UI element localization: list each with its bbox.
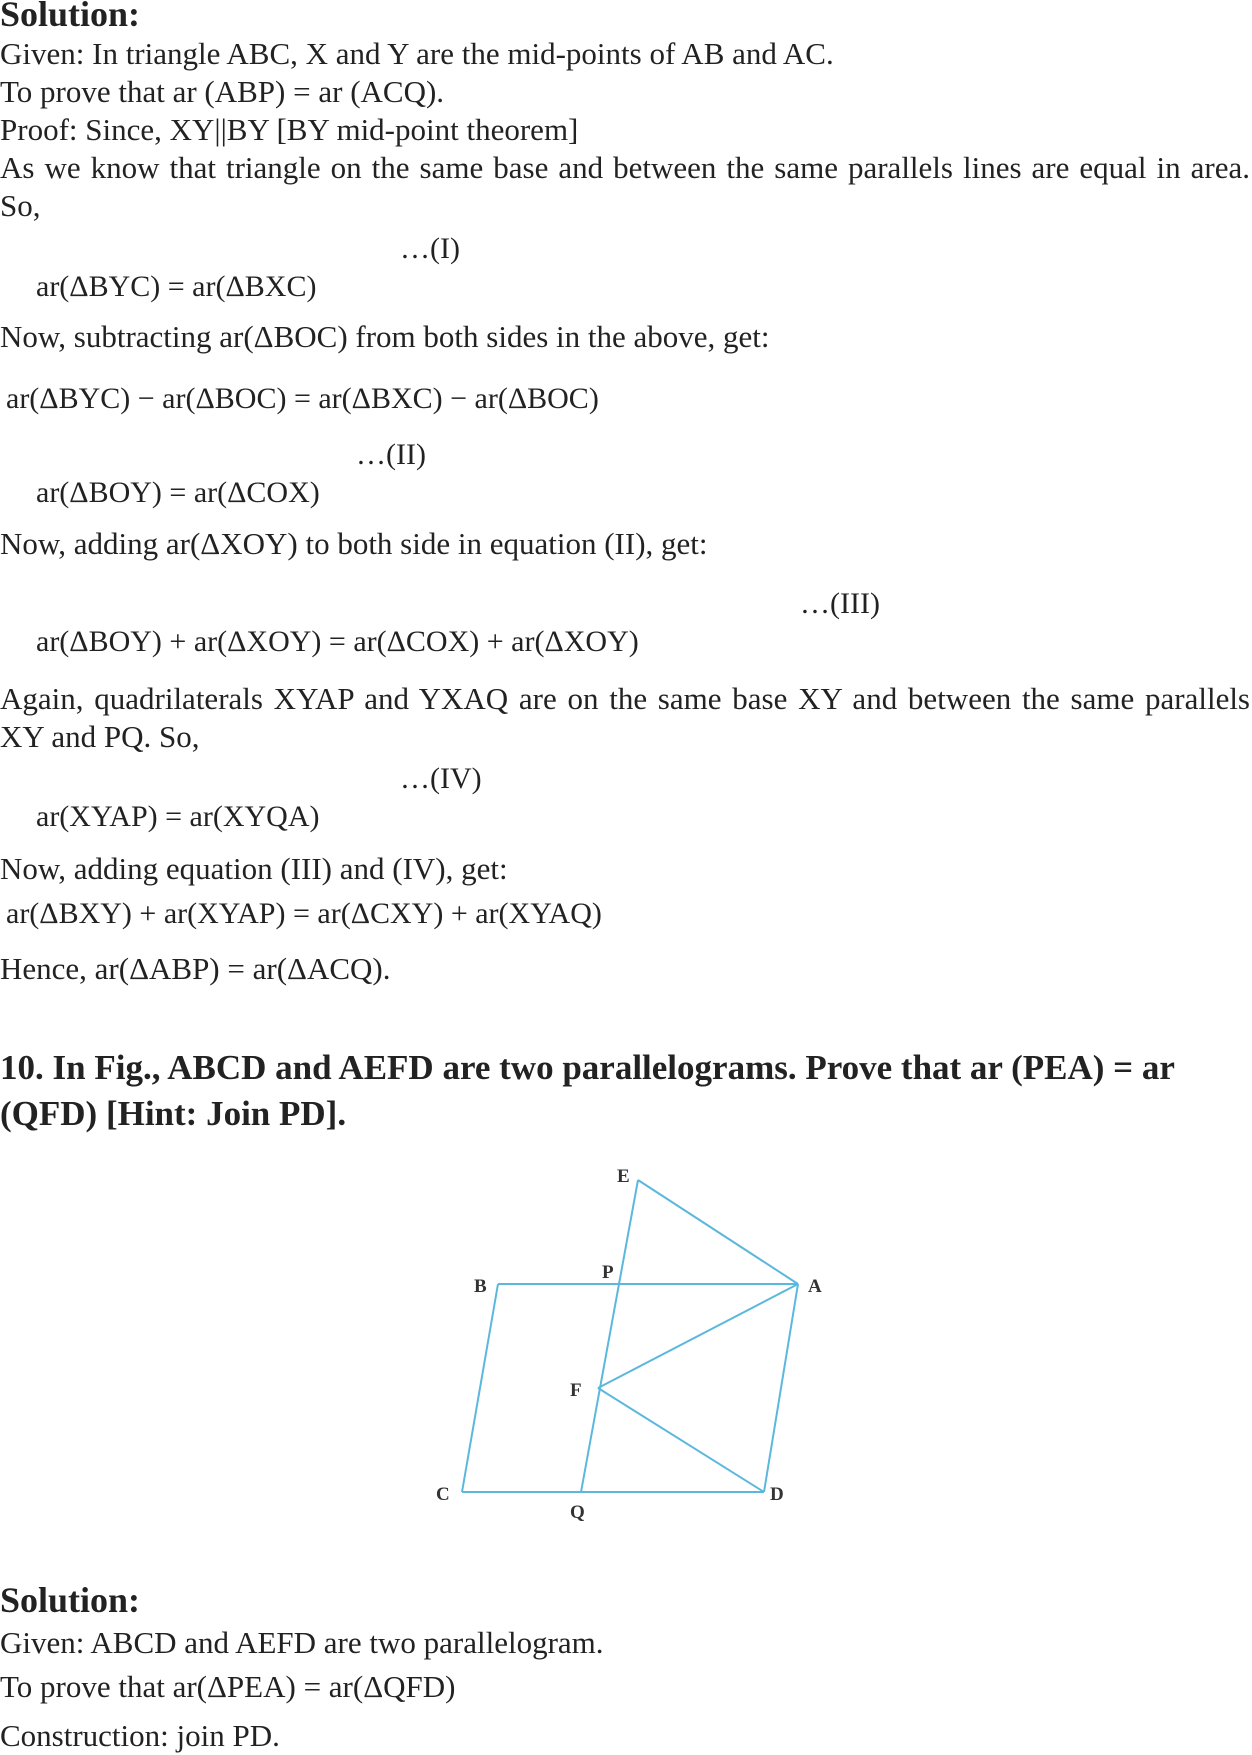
label-F: F: [570, 1380, 582, 1401]
given-2-statement: Given: ABCD and AEFD are two parallelogram.: [0, 1625, 604, 1660]
given-statement: Given: In triangle ABC, X and Y are the mid-points of AB and AC.: [0, 36, 834, 71]
construction-statement: Construction: join PD.: [0, 1718, 280, 1753]
label-P: P: [602, 1262, 614, 1283]
equation-3-body: ar(ΔBOY) + ar(ΔXOY) = ar(ΔCOX) + ar(ΔXOY): [36, 625, 639, 658]
line-FA: [598, 1284, 798, 1388]
parallels-paragraph: As we know that triangle on the same base and between the same parallels lines are equal in area. So,: [0, 150, 1250, 223]
adding-equations-statement: Now, adding equation (III) and (IV), get:: [0, 851, 508, 886]
equation-1-body: ar(ΔBYC) = ar(ΔBXC): [36, 270, 317, 303]
subtract-statement: Now, subtracting ar(ΔBOC) from both sides in the above, get:: [0, 319, 770, 354]
equation-1-ref: …(I): [400, 232, 460, 265]
question-10-heading: 10. In Fig., ABCD and AEFD are two parallelograms. Prove that ar (PEA) = ar (QFD) [Hint: Join PD].: [0, 1048, 1175, 1133]
hence-statement: Hence, ar(ΔABP) = ar(ΔACQ).: [0, 951, 391, 986]
equation-2b-ref: …(II): [356, 438, 426, 471]
equation-4-body: ar(XYAP) = ar(XYQA): [36, 800, 320, 833]
label-C: C: [436, 1484, 450, 1505]
quadrilaterals-paragraph: Again, quadrilaterals XYAP and YXAQ are on the same base XY and between the same parallels XY and PQ. So,: [0, 681, 1250, 754]
to-prove-statement: To prove that ar (ABP) = ar (ACQ).: [0, 74, 445, 109]
to-prove-2-statement: To prove that ar(ΔPEA) = ar(ΔQFD): [0, 1669, 456, 1704]
line-FD: [598, 1388, 764, 1492]
equation-5: ar(ΔBXY) + ar(XYAP) = ar(ΔCXY) + ar(XYAQ): [6, 897, 602, 930]
label-A: A: [808, 1276, 822, 1297]
label-Q: Q: [570, 1502, 585, 1523]
line-EA: [638, 1180, 798, 1284]
label-E: E: [617, 1166, 630, 1187]
label-B: B: [474, 1276, 487, 1297]
equation-2b-body: ar(ΔBOY) = ar(ΔCOX): [36, 476, 320, 509]
line-AD: [764, 1284, 798, 1492]
equation-3-ref: …(III): [800, 587, 880, 620]
equation-4-ref: …(IV): [400, 762, 482, 795]
proof-statement: Proof: Since, XY||BY [BY mid-point theorem]: [0, 112, 579, 147]
solution-heading: Solution:: [0, 0, 141, 34]
adding-statement: Now, adding ar(ΔXOY) to both side in equation (II), get:: [0, 526, 708, 561]
line-BC: [462, 1284, 498, 1492]
solution-2-heading: Solution:: [0, 1580, 141, 1620]
label-D: D: [770, 1484, 784, 1505]
line-EQ: [581, 1180, 638, 1492]
equation-2a: ar(ΔBYC) − ar(ΔBOC) = ar(ΔBXC) − ar(ΔBOC): [6, 382, 599, 415]
